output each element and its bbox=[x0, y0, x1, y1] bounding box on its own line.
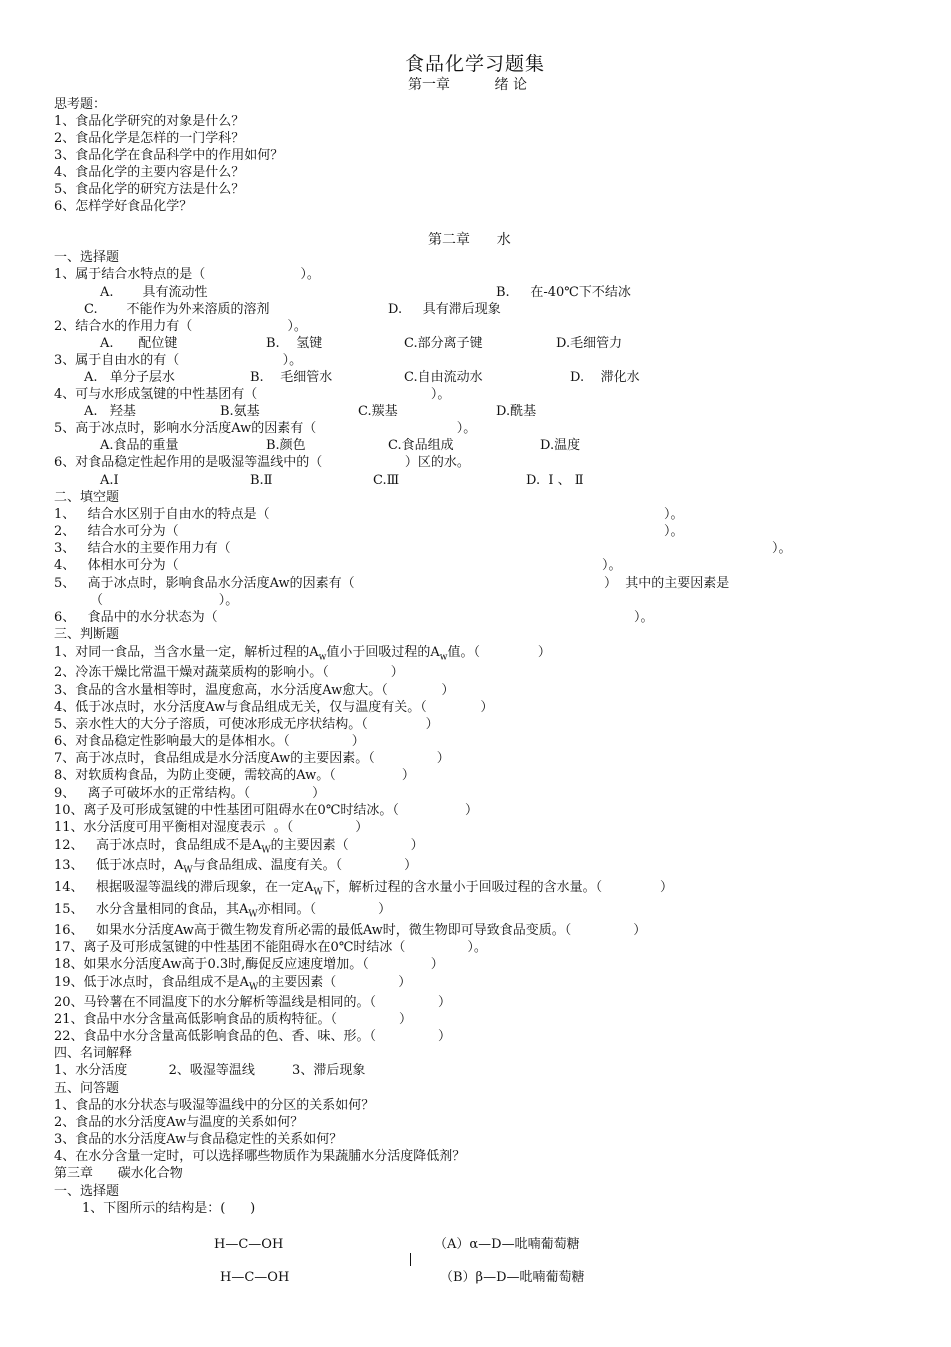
mc-option: A.食品的重量 bbox=[100, 438, 179, 453]
mc-option: D.毛细管力 bbox=[556, 336, 623, 351]
structure-fragment: H—C—OH bbox=[220, 1270, 290, 1285]
mc-option: B. 毛细管水 bbox=[250, 370, 333, 385]
fill-question: 5、 高于冰点时，影响食品水分活度Aw的因素有（ bbox=[54, 576, 355, 591]
mc-question: 1、下图所示的结构是：( ) bbox=[82, 1201, 256, 1216]
fill-question: 4、 体相水可分为（ bbox=[54, 558, 179, 573]
question-line: 1、食品化学研究的对象是什么？ bbox=[54, 114, 245, 129]
mc-option: A. 配位键 bbox=[100, 336, 178, 351]
section-label: 二、填空题 bbox=[54, 490, 120, 505]
chapter-2-heading: 第二章 水 bbox=[428, 232, 511, 248]
fill-blank-end: ）。 bbox=[634, 610, 654, 625]
tf-question: 12、 高于冰点时，食品组成不是$A_W$的主要因素（ ） bbox=[54, 838, 424, 856]
mc-option: B. 在-40℃下不结冰 bbox=[496, 285, 631, 300]
fill-blank-end: ） 其中的主要因素是 bbox=[604, 576, 730, 591]
mc-option: B. 氢键 bbox=[266, 336, 323, 351]
structure-fragment: H—C—OH bbox=[214, 1237, 284, 1252]
tf-question: 13、 低于冰点时，$A_W$与食品组成、温度有关。（ ） bbox=[54, 858, 418, 876]
chapter-3-heading: 第三章 碳水化合物 bbox=[54, 1166, 183, 1181]
fill-blank-end: ）。 bbox=[602, 558, 622, 573]
fill-question: 3、 结合水的主要作用力有（ bbox=[54, 541, 231, 556]
tf-question: 16、 如果水分活度Aw高于微生物发育所必需的最低Aw时，微生物即可导致食品变质。（ ） bbox=[54, 923, 647, 938]
tf-question: 5、亲水性大的大分子溶质，可使冰形成无序状结构。（ ） bbox=[54, 717, 439, 732]
question-line: 3、食品化学在食品科学中的作用如何？ bbox=[54, 148, 284, 163]
mc-option: D. 滞化水 bbox=[570, 370, 640, 385]
fill-blank-end: （ ）。 bbox=[90, 593, 239, 608]
mc-option: C.自由流动水 bbox=[404, 370, 483, 385]
mc-question: 3、属于自由水的有（ ）。 bbox=[54, 353, 303, 368]
mc-option: A. 单分子层水 bbox=[84, 370, 175, 385]
mc-question: 5、高于冰点时，影响水分活度Aw的因素有（ ）。 bbox=[54, 421, 477, 436]
fill-question: 1、 结合水区别于自由水的特点是（ bbox=[54, 507, 270, 522]
tf-question: 19、低于冰点时，食品组成不是$A_W$的主要因素（ ） bbox=[54, 975, 412, 993]
tf-question: 22、食品中水分含量高低影响食品的色、香、味、形。（ ） bbox=[54, 1029, 452, 1044]
mc-option: B.颜色 bbox=[266, 438, 306, 453]
mc-question: 4、可与水形成氢键的中性基团有（ ）。 bbox=[54, 387, 451, 402]
fill-blank-end: ）。 bbox=[664, 524, 684, 539]
tf-question: 11、水分活度可用平衡相对湿度表示 。（ ） bbox=[54, 820, 369, 835]
section-label: 一、选择题 bbox=[54, 1184, 120, 1199]
page-title: 食品化学习题集 bbox=[405, 53, 546, 75]
mc-option: （B）β—D—吡喃葡萄糖 bbox=[440, 1270, 585, 1285]
section-label: 三、判断题 bbox=[54, 627, 120, 642]
tf-question: 3、食品的含水量相等时，温度愈高，水分活度Aw愈大。（ ） bbox=[54, 683, 455, 698]
fill-question: 2、 结合水可分为（ bbox=[54, 524, 179, 539]
tf-question: 1、对同一食品，当含水量一定，解析过程的$A_w$值小于回吸过程的$A_w$值。（ ） bbox=[54, 645, 551, 663]
term-list: 1、水分活度 2、吸湿等温线 3、滞后现象 bbox=[54, 1063, 366, 1078]
qa-question: 3、食品的水分活度Aw与食品稳定性的关系如何？ bbox=[54, 1132, 343, 1147]
section-label: 四、名词解释 bbox=[54, 1046, 133, 1061]
mc-option: A.Ⅰ bbox=[100, 473, 119, 488]
mc-option: （A）α—D—吡喃葡萄糖 bbox=[434, 1237, 580, 1252]
tf-question: 20、马铃薯在不同温度下的水分解析等温线是相同的。（ ） bbox=[54, 995, 452, 1010]
section-label: 五、问答题 bbox=[54, 1081, 120, 1096]
mc-option: D.酰基 bbox=[496, 404, 537, 419]
fill-question: 6、 食品中的水分状态为（ bbox=[54, 610, 218, 625]
tf-question: 7、高于冰点时，食品组成是水分活度Aw的主要因素。（ ） bbox=[54, 751, 450, 766]
mc-option: B.Ⅱ bbox=[250, 473, 273, 488]
section-label: 思考题： bbox=[54, 97, 107, 112]
tf-question: 21、食品中水分含量高低影响食品的质构特征。（ ） bbox=[54, 1012, 413, 1027]
tf-question: 6、对食品稳定性影响最大的是体相水。（ ） bbox=[54, 734, 365, 749]
tf-question: 10、离子及可形成氢键的中性基团可阻碍水在0℃时结冰。（ ） bbox=[54, 803, 478, 818]
mc-option: C.Ⅲ bbox=[373, 473, 400, 488]
question-line: 6、怎样学好食品化学？ bbox=[54, 199, 193, 214]
mc-option: A. 具有流动性 bbox=[100, 285, 208, 300]
qa-question: 4、在水分含量一定时，可以选择哪些物质作为果蔬脯水分活度降低剂？ bbox=[54, 1149, 466, 1164]
mc-option: C.部分离子键 bbox=[404, 336, 483, 351]
fill-blank-end: ）。 bbox=[772, 541, 792, 556]
mc-question: 1、属于结合水特点的是（ ）。 bbox=[54, 267, 320, 282]
tf-question: 14、 根据吸湿等温线的滞后现象，在一定$A_W$下，解析过程的含水量小于回吸过程的含水量。（ ） bbox=[54, 880, 673, 898]
tf-question: 18、如果水分活度Aw高于0.3时,酶促反应速度增加。（ ） bbox=[54, 957, 444, 972]
fill-blank-end: ）。 bbox=[664, 507, 684, 522]
mc-option: C. 不能作为外来溶质的溶剂 bbox=[84, 302, 270, 317]
mc-option: D.温度 bbox=[540, 438, 581, 453]
bond-line bbox=[410, 1253, 411, 1266]
mc-option: C.羰基 bbox=[358, 404, 398, 419]
qa-question: 1、食品的水分状态与吸湿等温线中的分区的关系如何？ bbox=[54, 1098, 375, 1113]
tf-question: 15、 水分含量相同的食品，其$A_W$亦相同。（ ） bbox=[54, 902, 392, 920]
mc-question: 2、结合水的作用力有（ ）。 bbox=[54, 319, 307, 334]
chapter-1-heading: 第一章 绪 论 bbox=[408, 77, 527, 93]
question-line: 2、食品化学是怎样的一门学科？ bbox=[54, 131, 245, 146]
mc-option: B.氨基 bbox=[220, 404, 260, 419]
mc-option: D. Ⅰ 、 Ⅱ bbox=[526, 473, 584, 488]
question-line: 4、食品化学的主要内容是什么？ bbox=[54, 165, 245, 180]
mc-option: D. 具有滞后现象 bbox=[388, 302, 501, 317]
qa-question: 2、食品的水分活度Aw与温度的关系如何？ bbox=[54, 1115, 304, 1130]
section-label: 一、选择题 bbox=[54, 250, 120, 265]
mc-option: C.食品组成 bbox=[388, 438, 454, 453]
mc-option: A. 羟基 bbox=[84, 404, 136, 419]
mc-question: 6、对食品稳定性起作用的是吸湿等温线中的（ ）区的水。 bbox=[54, 455, 470, 470]
tf-question: 8、对软质构食品，为防止变硬，需较高的Aw。（ ） bbox=[54, 768, 415, 783]
tf-question: 2、冷冻干燥比常温干燥对蔬菜质构的影响小。（ ） bbox=[54, 665, 404, 680]
tf-question: 4、低于冰点时，水分活度Aw与食品组成无关，仅与温度有关。（ ） bbox=[54, 700, 494, 715]
question-line: 5、食品化学的研究方法是什么？ bbox=[54, 182, 245, 197]
tf-question: 9、 离子可破坏水的正常结构。（ ） bbox=[54, 786, 326, 801]
tf-question: 17、离子及可形成氢键的中性基团不能阻碍水在0℃时结冰（ ）。 bbox=[54, 940, 487, 955]
